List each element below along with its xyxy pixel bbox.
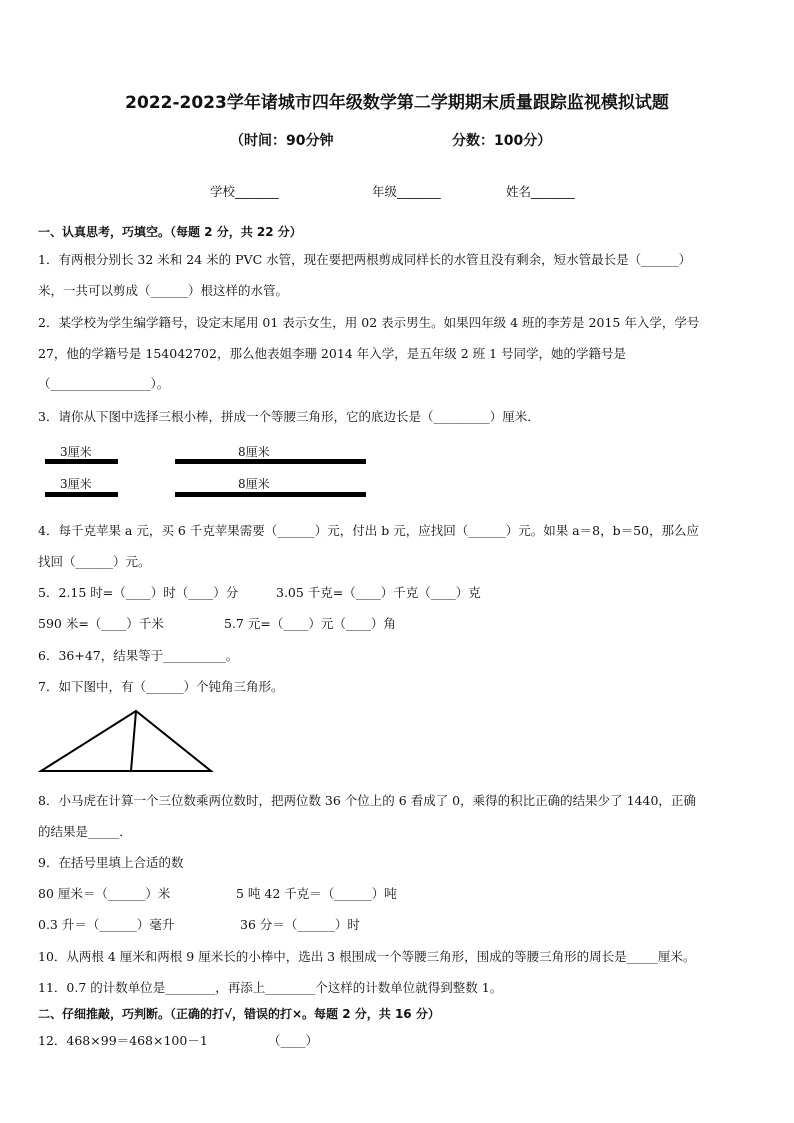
stick-3cm-b: [45, 492, 118, 497]
exam-score: 分数：100分）: [452, 133, 552, 149]
stick-label-3cm-b: 3厘米: [60, 477, 92, 491]
dividing-line: [131, 711, 136, 771]
stick-label-3cm-a: 3厘米: [60, 445, 92, 459]
question-5-part1: 5．2.15 时=（____）时（____）分: [38, 585, 239, 600]
stick-8cm-a: [175, 459, 366, 464]
question-8-line2: 的结果是_____．: [38, 824, 132, 839]
page-title: 2022-2023学年诸城市四年级数学第二学期期末质量跟踪监视模拟试题: [125, 93, 669, 113]
stick-label-8cm-a: 8厘米: [238, 445, 270, 459]
question-9-part2: 5 吨 42 千克＝（______）吨: [236, 886, 397, 901]
question-9-part3: 0.3 升＝（______）毫升: [38, 917, 175, 932]
grade-field: 年级_______: [372, 184, 441, 199]
question-12: 12．468×99＝468×100－1: [38, 1033, 208, 1048]
stick-3cm-a: [45, 459, 118, 464]
question-8-line1: 8．小马虎在计算一个三位数乘两位数时，把两位数 36 个位上的 6 看成了 0，乘得的积比正确的结果少了 1440，正确: [38, 793, 696, 808]
question-2-line1: 2．某学校为学生编学籍号，设定末尾用 01 表示女生，用 02 表示男生。如果四年级 4 班的李芳是 2015 年入学，学号: [38, 315, 700, 330]
question-4-line1: 4．每千克苹果 a 元，买 6 千克苹果需要（______）元，付出 b 元，应找回（______）元。如果 a＝8，b＝50，那么应: [38, 523, 699, 538]
question-6: 6．36+47，结果等于__________。: [38, 648, 239, 663]
stick-8cm-b: [175, 492, 366, 497]
question-2-line2: 27，他的学籍号是 154042702，那么他表姐李珊 2014 年入学，是五年级 2 班 1 号同学，她的学籍号是: [38, 346, 627, 361]
question-2-line3: （________________）。: [38, 376, 170, 391]
section1-heading: 一、认真思考，巧填空。（每题 2 分，共 22 分）: [38, 225, 302, 239]
stick-label-8cm-b: 8厘米: [238, 477, 270, 491]
question-4-line2: 找回（______）元。: [38, 554, 151, 569]
question-1-line2: 米，一共可以剪成（______）根这样的水管。: [38, 283, 289, 298]
exam-time: （时间：90分钟: [230, 133, 334, 149]
question-12-blank: （____）: [268, 1033, 319, 1048]
triangle-figure: [38, 708, 218, 776]
question-5-part4: 5.7 元=（____）元（____）角: [224, 616, 396, 631]
question-10: 10．从两根 4 厘米和两根 9 厘米长的小棒中，选出 3 根围成一个等腰三角形，围成的等腰三角形的周长是_____厘米。: [38, 949, 696, 964]
outer-triangle: [41, 711, 211, 771]
question-1-line1: 1．有两根分别长 32 米和 24 米的 PVC 水管，现在要把两根剪成同样长的水管且没有剩余，短水管最长是（______）: [38, 252, 692, 267]
name-field: 姓名_______: [506, 184, 575, 199]
question-11: 11．0.7 的计数单位是________，再添上________个这样的计数单位就得到整数 1。: [38, 980, 503, 995]
section2-heading: 二、仔细推敲，巧判断。（正确的打√，错误的打×。每题 2 分，共 16 分）: [38, 1007, 440, 1021]
question-5-part2: 3.05 千克=（____）千克（____）克: [276, 585, 481, 600]
question-9-part1: 80 厘米＝（______）米: [38, 886, 171, 901]
question-9: 9．在括号里填上合适的数: [38, 855, 184, 870]
question-9-part4: 36 分＝（______）时: [240, 917, 360, 932]
question-3: 3．请你从下图中选择三根小棒，拼成一个等腰三角形，它的底边长是（_________）厘米．: [38, 409, 540, 424]
question-5-part3: 590 米=（____）千米: [38, 616, 164, 631]
question-7: 7．如下图中，有（______）个钝角三角形。: [38, 679, 284, 694]
school-field: 学校_______: [210, 184, 279, 199]
